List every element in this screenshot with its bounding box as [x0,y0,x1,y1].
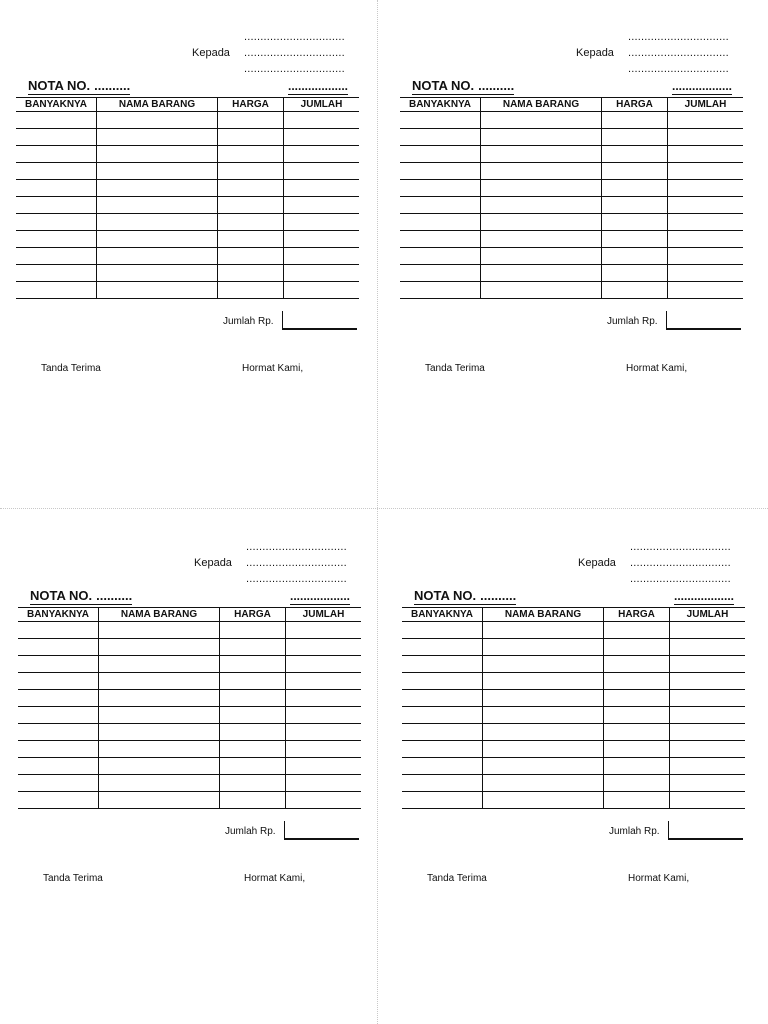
address-line-3: ............................... [244,63,345,75]
cell-harga [602,231,668,248]
cell-nama-barang [481,197,602,214]
nota-slip-bottom-right [402,541,742,884]
cell-nama-barang [99,792,220,809]
cell-nama-barang [483,690,604,707]
address-line-2: ............................... [246,557,347,569]
cell-nama-barang [97,214,218,231]
cell-banyaknya [18,758,99,775]
table-row [402,639,745,656]
table-row [400,163,743,180]
table-row [402,792,745,809]
cell-banyaknya [402,639,483,656]
cell-harga [602,197,668,214]
cell-nama-barang [97,129,218,146]
total-label: Jumlah Rp. [225,826,276,837]
cell-harga [602,214,668,231]
table-row [16,282,359,299]
table-row [16,180,359,197]
address-line-2: ............................... [628,47,729,59]
nota-no-label: NOTA NO. [28,78,91,93]
cell-nama-barang [97,146,218,163]
table-row [400,248,743,265]
cell-nama-barang [483,622,604,639]
cell-jumlah [286,792,362,809]
cell-banyaknya [400,231,481,248]
table-row [400,129,743,146]
cell-jumlah [284,214,360,231]
cell-harga [602,163,668,180]
kepada-label: Kepada [192,47,230,59]
table-row [18,639,361,656]
cell-harga [220,707,286,724]
cell-nama-barang [481,214,602,231]
address-line-1: ............................... [630,541,731,553]
cell-banyaknya [402,741,483,758]
date-field: .................. [674,589,735,603]
table-row [402,690,745,707]
address-line-1: ............................... [628,31,729,43]
total-label: Jumlah Rp. [607,316,658,327]
cell-harga [220,724,286,741]
date-field: .................. [288,79,349,93]
cell-jumlah [668,163,744,180]
cell-jumlah [668,146,744,163]
total-box [282,311,357,330]
cell-banyaknya [402,707,483,724]
cell-nama-barang [481,248,602,265]
cell-jumlah [286,775,362,792]
cell-harga [602,129,668,146]
cell-banyaknya [400,214,481,231]
kepada-label: Kepada [194,557,232,569]
cell-banyaknya [400,112,481,129]
nota-number [28,79,130,95]
cell-harga [218,197,284,214]
address-line-2: ............................... [244,47,345,59]
table-row [402,775,745,792]
table-row [18,622,361,639]
table-row [18,724,361,741]
table-row [16,197,359,214]
cell-harga [604,724,670,741]
cell-banyaknya [16,231,97,248]
hormat-kami-label: Hormat Kami, [628,873,690,884]
table-row [400,231,743,248]
address-line-2: ............................... [630,557,731,569]
cell-harga [602,180,668,197]
cell-banyaknya [18,656,99,673]
cell-banyaknya [18,639,99,656]
cell-banyaknya [402,622,483,639]
cell-banyaknya [18,707,99,724]
total-label: Jumlah Rp. [223,316,274,327]
cell-nama-barang [97,112,218,129]
nota-no-dots: .......... [478,78,515,93]
cell-banyaknya [18,775,99,792]
cell-banyaknya [400,197,481,214]
table-row [16,248,359,265]
table-header-row [16,98,359,112]
cell-harga [220,792,286,809]
cell-banyaknya [400,248,481,265]
cell-nama-barang [483,673,604,690]
cell-nama-barang [99,622,220,639]
cell-jumlah [668,231,744,248]
cell-nama-barang [481,163,602,180]
vertical-cut-line [377,0,378,1024]
date-field: .................. [290,589,351,603]
column-header-harga: HARGA [218,98,284,112]
cell-jumlah [286,724,362,741]
cell-nama-barang [97,180,218,197]
cell-harga [218,282,284,299]
table-row [402,758,745,775]
cell-banyaknya [16,112,97,129]
address-line-1: ............................... [244,31,345,43]
cell-harga [604,792,670,809]
cell-banyaknya [18,792,99,809]
cell-harga [602,146,668,163]
cell-harga [604,673,670,690]
cell-harga [220,690,286,707]
cell-harga [602,265,668,282]
cell-harga [220,622,286,639]
column-header-harga: HARGA [602,98,668,112]
nota-no-dots: .......... [480,588,517,603]
cell-jumlah [668,197,744,214]
cell-jumlah [284,112,360,129]
cell-jumlah [668,112,744,129]
cell-jumlah [668,129,744,146]
cell-nama-barang [97,265,218,282]
cell-banyaknya [400,146,481,163]
cell-banyaknya [16,163,97,180]
cell-jumlah [284,282,360,299]
table-row [16,214,359,231]
date-field: .................. [672,79,733,93]
cell-harga [220,758,286,775]
cell-nama-barang [99,656,220,673]
nota-number [412,79,514,95]
cell-jumlah [670,792,746,809]
column-header-jumlah: JUMLAH [668,98,744,112]
cell-banyaknya [16,214,97,231]
table-row [402,656,745,673]
nota-slip-top-right [400,31,740,374]
column-header-jumlah: JUMLAH [284,98,360,112]
cell-nama-barang [99,775,220,792]
table-row [402,741,745,758]
kepada-label: Kepada [576,47,614,59]
cell-harga [218,163,284,180]
cell-nama-barang [483,792,604,809]
table-row [18,775,361,792]
column-header-jumlah: JUMLAH [670,608,746,622]
column-header-nama-barang: NAMA BARANG [99,608,220,622]
table-row [402,622,745,639]
address-line-3: ............................... [246,573,347,585]
table-row [400,180,743,197]
cell-nama-barang [483,639,604,656]
cell-harga [218,214,284,231]
cell-jumlah [670,690,746,707]
cell-jumlah [286,656,362,673]
cell-harga [604,690,670,707]
cell-jumlah [284,163,360,180]
table-row [16,265,359,282]
nota-no-label: NOTA NO. [30,588,93,603]
cell-banyaknya [16,282,97,299]
nota-slip-top-left [16,31,356,374]
cell-jumlah [284,129,360,146]
cell-nama-barang [97,248,218,265]
table-row [18,741,361,758]
tanda-terima-label: Tanda Terima [425,363,485,374]
total-box [666,311,741,330]
cell-banyaknya [16,265,97,282]
cell-harga [218,265,284,282]
cell-jumlah [670,758,746,775]
cell-jumlah [284,146,360,163]
tanda-terima-label: Tanda Terima [43,873,103,884]
cell-nama-barang [483,656,604,673]
cell-banyaknya [402,656,483,673]
hormat-kami-label: Hormat Kami, [244,873,306,884]
cell-nama-barang [483,724,604,741]
cell-jumlah [286,639,362,656]
cell-banyaknya [402,775,483,792]
cell-jumlah [668,180,744,197]
table-row [18,656,361,673]
cell-nama-barang [483,758,604,775]
items-table [400,97,743,299]
cell-banyaknya [402,673,483,690]
cell-jumlah [668,214,744,231]
cell-nama-barang [481,146,602,163]
cell-nama-barang [481,180,602,197]
cell-jumlah [670,724,746,741]
horizontal-cut-line [0,508,768,509]
total-label: Jumlah Rp. [609,826,660,837]
nota-no-label: NOTA NO. [414,588,477,603]
cell-harga [218,180,284,197]
cell-nama-barang [481,129,602,146]
cell-harga [220,775,286,792]
nota-no-label: NOTA NO. [412,78,475,93]
cell-banyaknya [18,622,99,639]
cell-jumlah [668,248,744,265]
cell-harga [220,673,286,690]
column-header-banyaknya: BANYAKNYA [18,608,99,622]
cell-nama-barang [483,775,604,792]
table-row [18,673,361,690]
cell-jumlah [286,673,362,690]
cell-jumlah [670,622,746,639]
cell-jumlah [286,690,362,707]
cell-nama-barang [483,741,604,758]
address-line-3: ............................... [630,573,731,585]
table-row [18,758,361,775]
cell-jumlah [670,741,746,758]
column-header-jumlah: JUMLAH [286,608,362,622]
table-header-row [18,608,361,622]
cell-banyaknya [402,724,483,741]
table-row [18,792,361,809]
cell-banyaknya [18,690,99,707]
cell-banyaknya [16,248,97,265]
cell-banyaknya [400,180,481,197]
cell-banyaknya [400,129,481,146]
cell-jumlah [284,265,360,282]
cell-banyaknya [402,792,483,809]
cell-nama-barang [99,741,220,758]
cell-jumlah [284,180,360,197]
cell-banyaknya [16,129,97,146]
cell-jumlah [670,775,746,792]
cell-jumlah [286,622,362,639]
cell-banyaknya [18,673,99,690]
table-row [400,214,743,231]
table-row [402,673,745,690]
cell-harga [218,129,284,146]
cell-harga [604,758,670,775]
cell-harga [218,112,284,129]
cell-banyaknya [16,146,97,163]
tanda-terima-label: Tanda Terima [41,363,101,374]
cell-nama-barang [481,265,602,282]
cell-jumlah [284,197,360,214]
column-header-banyaknya: BANYAKNYA [400,98,481,112]
cell-harga [220,656,286,673]
cell-harga [604,741,670,758]
column-header-harga: HARGA [220,608,286,622]
cell-harga [604,775,670,792]
cell-harga [218,146,284,163]
cell-jumlah [668,282,744,299]
cell-nama-barang [481,231,602,248]
column-header-nama-barang: NAMA BARANG [97,98,218,112]
cell-harga [218,231,284,248]
table-row [400,112,743,129]
column-header-nama-barang: NAMA BARANG [483,608,604,622]
cell-nama-barang [481,112,602,129]
cell-banyaknya [18,724,99,741]
column-header-nama-barang: NAMA BARANG [481,98,602,112]
column-header-banyaknya: BANYAKNYA [16,98,97,112]
hormat-kami-label: Hormat Kami, [626,363,688,374]
cell-jumlah [670,656,746,673]
cell-banyaknya [18,741,99,758]
nota-no-dots: .......... [94,78,131,93]
cell-jumlah [284,248,360,265]
table-row [16,146,359,163]
kepada-label: Kepada [578,557,616,569]
table-row [400,265,743,282]
cell-nama-barang [99,758,220,775]
table-row [18,707,361,724]
cell-nama-barang [99,690,220,707]
table-header-row [400,98,743,112]
table-row [400,282,743,299]
nota-no-dots: .......... [96,588,133,603]
cell-harga [602,248,668,265]
cell-nama-barang [481,282,602,299]
cell-harga [604,622,670,639]
total-box [284,821,359,840]
cell-harga [604,656,670,673]
table-row [16,163,359,180]
column-header-banyaknya: BANYAKNYA [402,608,483,622]
cell-jumlah [670,673,746,690]
nota-number [414,589,516,605]
cell-jumlah [284,231,360,248]
cell-banyaknya [402,690,483,707]
cell-banyaknya [400,265,481,282]
cell-jumlah [286,758,362,775]
cell-harga [220,741,286,758]
cell-harga [220,639,286,656]
total-box [668,821,743,840]
column-header-harga: HARGA [604,608,670,622]
items-table [16,97,359,299]
cell-harga [602,282,668,299]
cell-jumlah [286,741,362,758]
cell-jumlah [668,265,744,282]
cell-jumlah [670,707,746,724]
address-line-1: ............................... [246,541,347,553]
table-row [402,707,745,724]
address-line-3: ............................... [628,63,729,75]
items-table [18,607,361,809]
table-row [400,146,743,163]
cell-harga [604,707,670,724]
hormat-kami-label: Hormat Kami, [242,363,304,374]
nota-number [30,589,132,605]
table-header-row [402,608,745,622]
cell-banyaknya [402,758,483,775]
table-row [16,129,359,146]
cell-nama-barang [97,282,218,299]
cell-nama-barang [97,163,218,180]
cell-banyaknya [400,163,481,180]
cell-nama-barang [97,197,218,214]
items-table [402,607,745,809]
cell-nama-barang [483,707,604,724]
table-row [400,197,743,214]
nota-slip-bottom-left [18,541,358,884]
cell-harga [604,639,670,656]
cell-nama-barang [99,639,220,656]
cell-nama-barang [99,707,220,724]
cell-nama-barang [97,231,218,248]
cell-banyaknya [16,180,97,197]
cell-harga [218,248,284,265]
table-row [402,724,745,741]
table-row [16,112,359,129]
table-row [16,231,359,248]
cell-nama-barang [99,724,220,741]
cell-banyaknya [16,197,97,214]
cell-nama-barang [99,673,220,690]
cell-jumlah [286,707,362,724]
cell-jumlah [670,639,746,656]
table-row [18,690,361,707]
cell-harga [602,112,668,129]
tanda-terima-label: Tanda Terima [427,873,487,884]
cell-banyaknya [400,282,481,299]
